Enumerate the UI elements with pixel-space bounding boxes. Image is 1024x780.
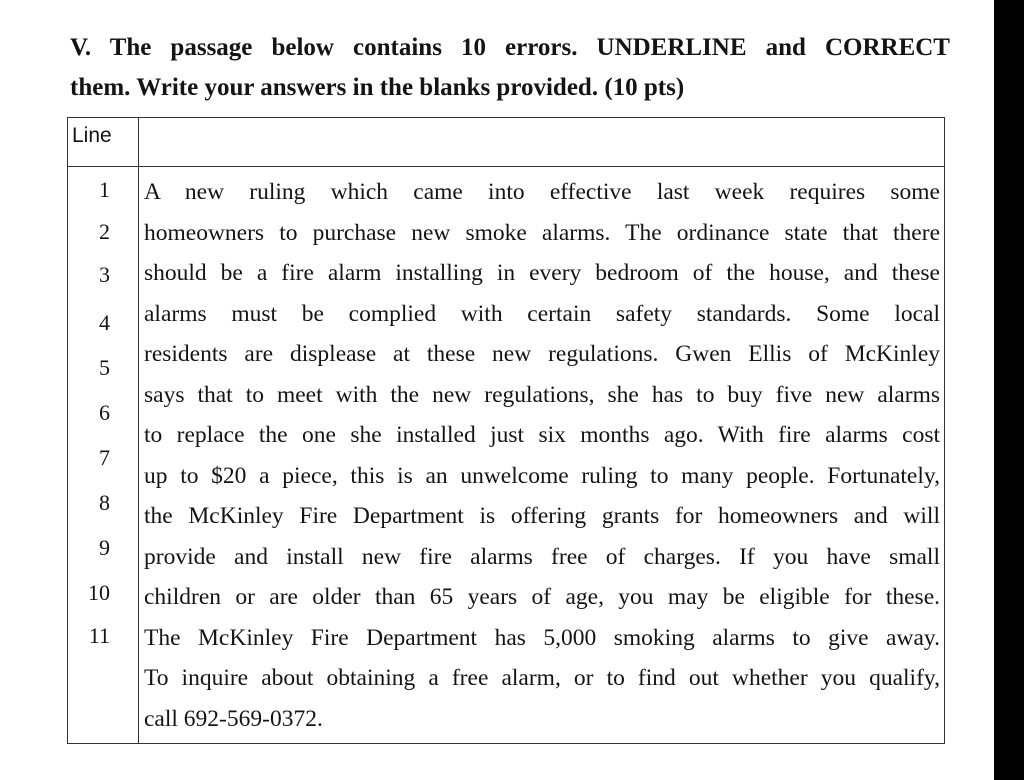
passage-line: call 692-569-0372. <box>144 705 323 732</box>
column-divider <box>138 118 139 743</box>
passage-line: The McKinley Fire Department has 5,000 smoking alarms to give away. <box>144 624 940 651</box>
header-divider <box>68 166 944 167</box>
passage-line: the McKinley Fire Department is offering grants for homeowners and will <box>144 503 940 529</box>
line-number: 1 <box>99 177 110 202</box>
line-number: 9 <box>99 535 110 560</box>
passage-line: provide and install new fire alarms free of charges. If you have small <box>144 543 940 570</box>
line-number: 8 <box>99 490 110 515</box>
passage-line: up to $20 a piece, this is an unwelcome ruling to many people. Fortunately, <box>144 462 940 489</box>
passage-table <box>67 117 945 744</box>
line-number: 3 <box>99 262 110 287</box>
passage-line: To inquire about obtaining a free alarm, or to find out whether you qualify, <box>144 665 940 691</box>
scan-edge-border <box>994 0 1024 780</box>
line-number-column <box>68 118 138 743</box>
passage-line: residents are displease at these new regulations. Gwen Ellis of McKinley <box>144 341 940 367</box>
passage-line: says that to meet with the new regulations, she has to buy five new alarms <box>144 381 940 408</box>
line-column-header: Line <box>72 124 112 147</box>
line-number: 7 <box>99 445 110 470</box>
line-number: 10 <box>88 580 110 605</box>
instructions-line-1: V. The passage below contains 10 errors. UNDERLINE and CORRECT <box>70 34 950 61</box>
passage-line: alarms must be complied with certain safety standards. Some local <box>144 300 940 327</box>
line-number: 6 <box>99 400 110 425</box>
exercise-instructions <box>70 28 950 108</box>
passage-text <box>144 172 940 739</box>
passage-line: children or are older than 65 years of age, you may be eligible for these. <box>144 584 940 610</box>
passage-line: A new ruling which came into effective last week requires some <box>144 179 940 205</box>
line-number: 11 <box>88 623 110 648</box>
line-number: 5 <box>99 355 110 380</box>
passage-line: homeowners to purchase new smoke alarms. The ordinance state that there <box>144 219 940 246</box>
instructions-line-2: them. Write your answers in the blanks provided. (10 pts) <box>70 74 685 101</box>
line-number: 2 <box>99 219 110 244</box>
passage-line: should be a fire alarm installing in every bedroom of the house, and these <box>144 260 940 286</box>
passage-line: to replace the one she installed just six months ago. With fire alarms cost <box>144 422 940 448</box>
line-number: 4 <box>99 310 110 335</box>
